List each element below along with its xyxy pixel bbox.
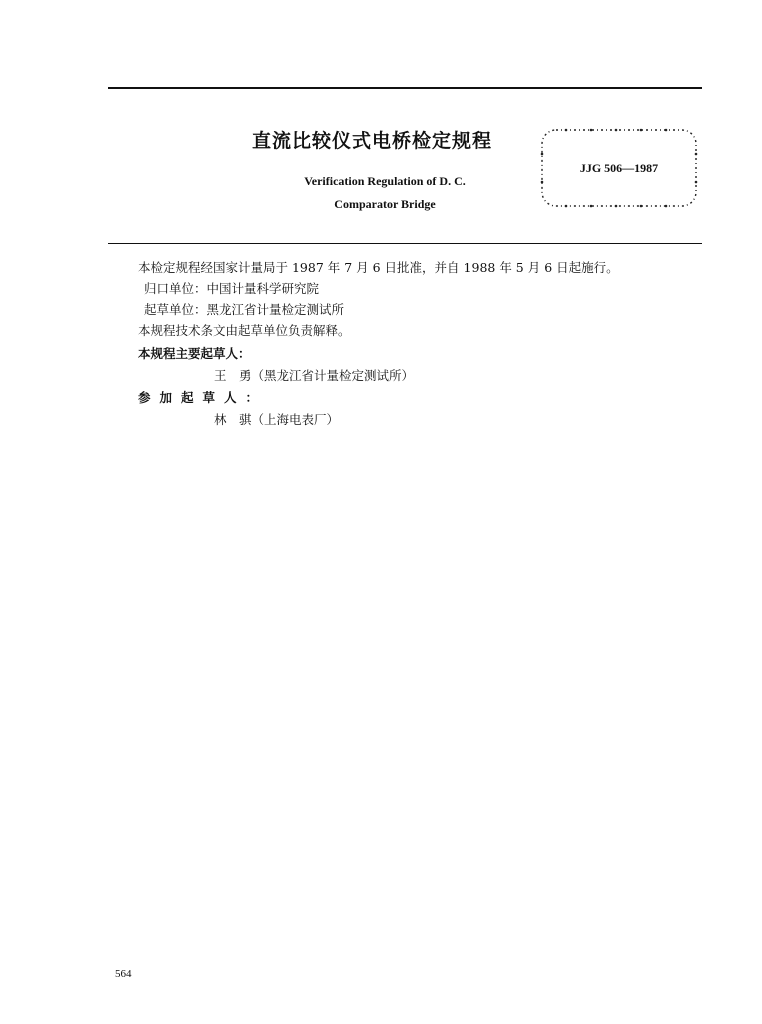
drafting-unit: 起草单位：黑龙江省计量检定测试所 (144, 302, 345, 317)
document-title-english (250, 170, 520, 216)
participant-label: 参加起草人： (138, 390, 268, 405)
top-rule (108, 87, 702, 89)
page-number: 564 (115, 968, 132, 980)
participant: 林 骐（上海电表厂） (214, 412, 340, 427)
english-title-line-2: Comparator Bridge (334, 197, 436, 211)
interpretation-note: 本规程技术条文由起草单位负责解释。 (138, 323, 351, 338)
english-title-line-1: Verification Regulation of D. C. (304, 174, 466, 188)
section-rule (108, 243, 702, 244)
standard-code: JJG 506—1987 (579, 161, 659, 175)
standard-code-frame (536, 124, 702, 212)
document-title-chinese: 直流比较仪式电桥检定规程 (252, 130, 493, 152)
main-drafter: 王 勇（黑龙江省计量检定测试所） (214, 368, 415, 383)
approval-statement: 本检定规程经国家计量局于 1987 年 7 月 6 日批准，并自 1988 年 5 月 6 日起施行。 (138, 260, 619, 275)
main-drafter-label: 本规程主要起草人： (138, 346, 251, 361)
responsible-unit: 归口单位：中国计量科学研究院 (144, 281, 320, 296)
